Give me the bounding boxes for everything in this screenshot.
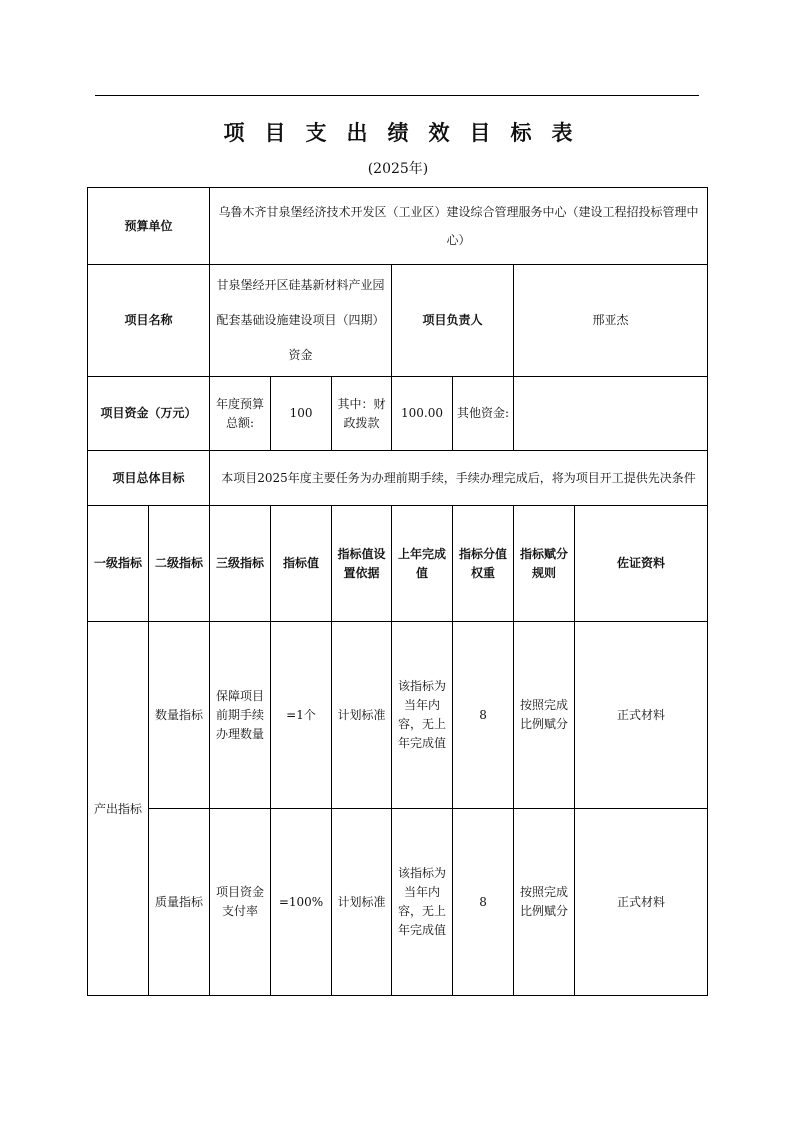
header-basis: 指标值设置依据 [332,506,392,622]
indicator-value-cell: =100% [271,809,332,996]
project-name-label: 项目名称 [88,265,210,377]
level3-cell: 项目资金支付率 [210,809,271,996]
other-funds-label: 其他资金: [453,377,514,451]
header-rule [95,95,699,96]
table-row [88,809,708,996]
budget-unit-value: 乌鲁木齐甘泉堡经济技术开发区（工业区）建设综合管理服务中心（建设工程招投标管理中心） [210,188,708,265]
header-weight: 指标分值权重 [453,506,514,622]
budget-unit-label: 预算单位 [88,188,210,265]
rule-cell: 按照完成比例赋分 [514,622,575,809]
page-title: 项目支出绩效目标表 [223,121,593,145]
other-funds-value [514,377,708,451]
evidence-cell: 正式材料 [575,809,708,996]
rule-cell: 按照完成比例赋分 [514,809,575,996]
fiscal-value: 100.00 [392,377,453,451]
header-evidence: 佐证资料 [575,506,708,622]
level2-cell: 数量指标 [149,622,210,809]
table-row [88,622,708,809]
annual-total-label: 年度预算总额: [210,377,271,451]
evidence-cell: 正式材料 [575,622,708,809]
header-level2: 二级指标 [149,506,210,622]
project-owner-value: 邢亚杰 [514,265,708,377]
project-name-value: 甘泉堡经开区硅基新材料产业园配套基础设施建设项目（四期）资金 [210,265,392,377]
header-level3: 三级指标 [210,506,271,622]
last-year-cell: 该指标为当年内容，无上年完成值 [392,809,453,996]
header-rule: 指标赋分规则 [514,506,575,622]
basis-cell: 计划标准 [332,809,392,996]
project-name-row [88,265,708,377]
project-funds-label: 项目资金（万元） [88,377,210,451]
fiscal-label: 其中：财政拨款 [332,377,392,451]
project-owner-label: 项目负责人 [392,265,514,377]
performance-target-table [87,187,708,996]
annual-total-value: 100 [271,377,332,451]
indicator-value-cell: =1个 [271,622,332,809]
last-year-cell: 该指标为当年内容，无上年完成值 [392,622,453,809]
header-last-year: 上年完成值 [392,506,453,622]
overall-objective-value: 本项目2025年度主要任务为办理前期手续，手续办理完成后，将为项目开工提供先决条件 [210,451,708,506]
level2-cell: 质量指标 [149,809,210,996]
weight-cell: 8 [453,809,514,996]
indicator-header-row [88,506,708,622]
level1-cell: 产出指标 [88,622,149,996]
overall-objective-row [88,451,708,506]
level3-cell: 保障项目前期手续办理数量 [210,622,271,809]
basis-cell: 计划标准 [332,622,392,809]
weight-cell: 8 [453,622,514,809]
budget-unit-row [88,188,708,265]
overall-objective-label: 项目总体目标 [88,451,210,506]
project-funds-row [88,377,708,451]
header-value: 指标值 [271,506,332,622]
year-subtitle: (2025年) [367,161,429,177]
header-level1: 一级指标 [88,506,149,622]
